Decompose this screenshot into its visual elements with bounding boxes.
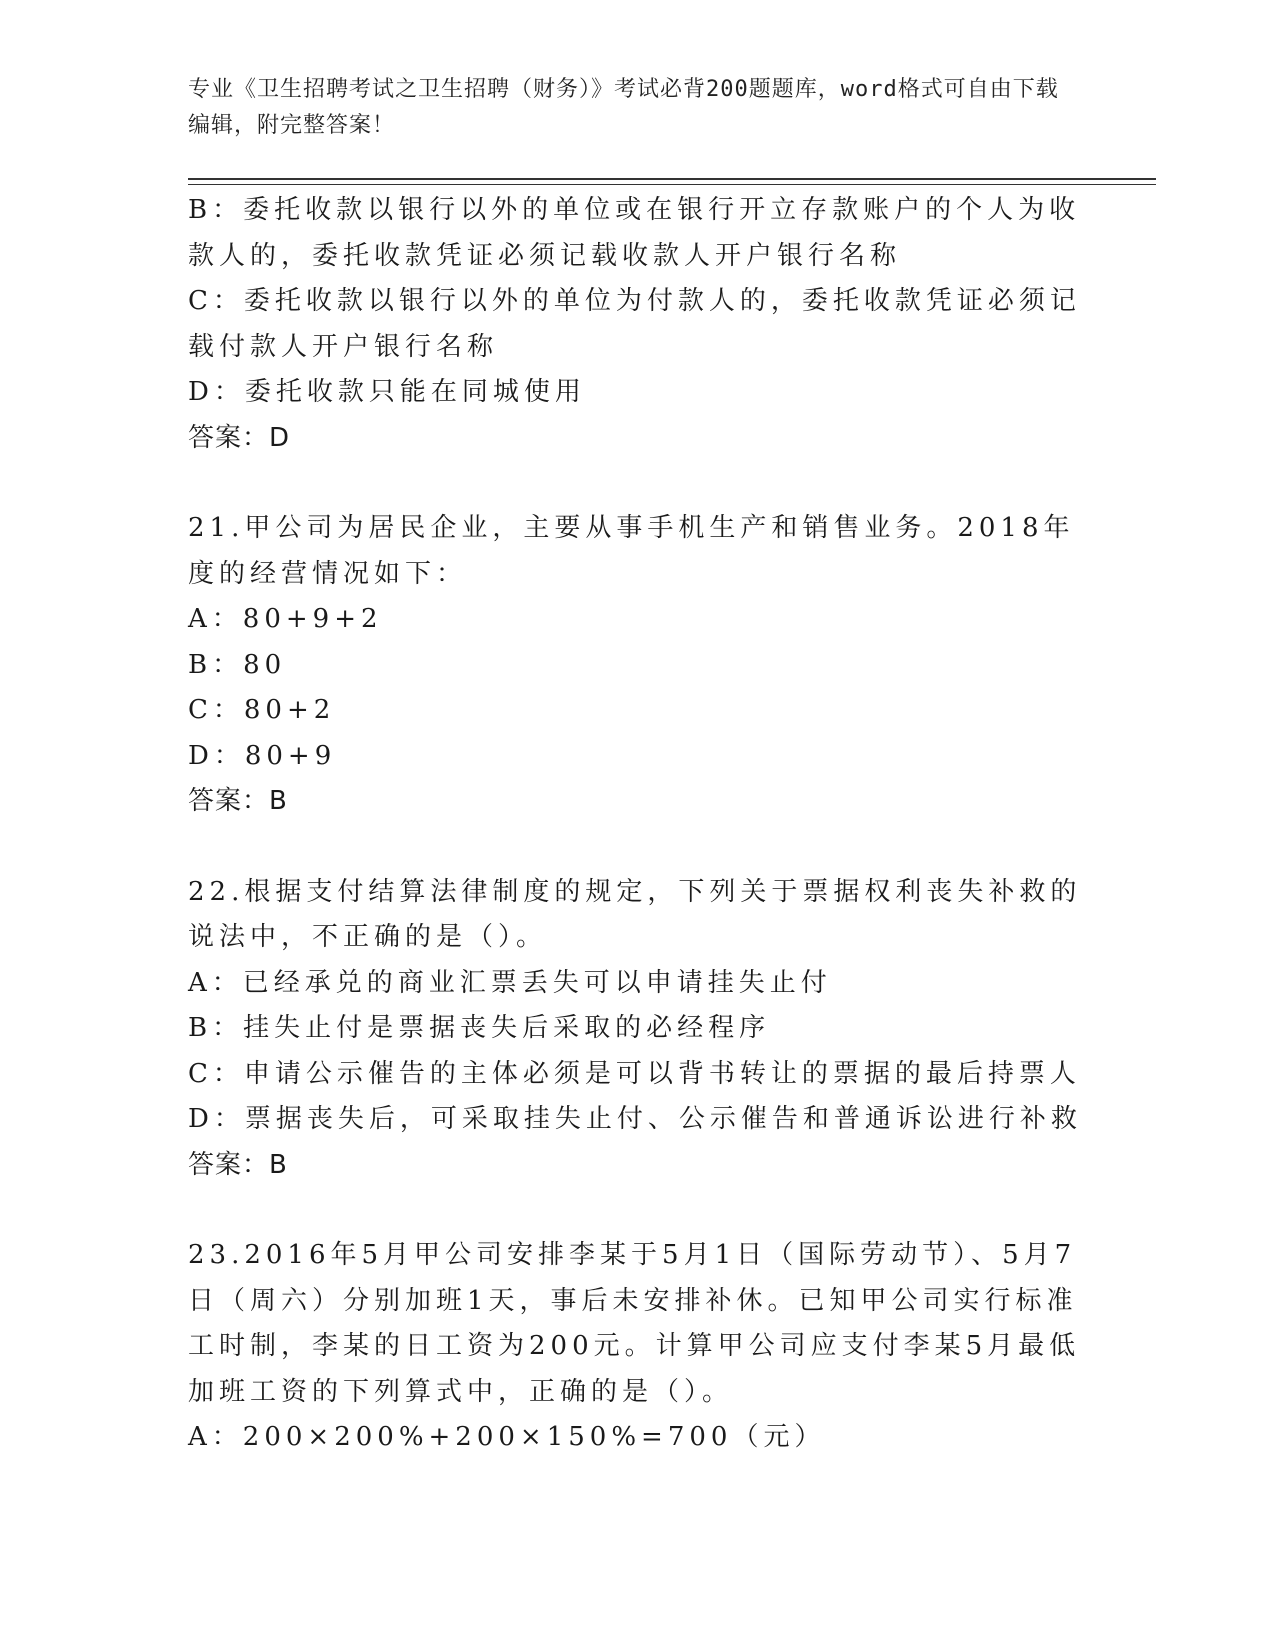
document-body [188, 188, 1088, 1461]
option-b: B：委托收款以银行以外的单位或在银行开立存款账户的个人为收款人的，委托收款凭证必须记载收款人开户银行名称 [188, 195, 1081, 271]
question-stem: 23.2016年5月甲公司安排李某于5月1日（国际劳动节）、5月7日（周六）分别加班1天，事后未安排补休。已知甲公司实行标准工时制，李某的日工资为200元。计算甲公司应支付李某5月最低加班工资的下列算式中，正确的是（）。 [188, 1240, 1081, 1407]
option-d: D：委托收款只能在同城使用 [188, 377, 586, 407]
option-a: A：200×200%+200×150%=700（元） [188, 1422, 826, 1452]
answer: 答案：D [188, 422, 291, 453]
document-header: 专业《卫生招聘考试之卫生招聘（财务）》考试必背200题题库，word格式可自由下载编辑，附完整答案！ [188, 77, 1059, 138]
answer: 答案：B [188, 786, 288, 816]
option-d: D：80+9 [188, 740, 337, 771]
answer: 答案：B [188, 1149, 288, 1180]
option-c: C：80+2 [188, 695, 336, 725]
header-rule-thin [188, 184, 1156, 185]
option-d: D：票据丧失后，可采取挂失止付、公示催告和普通诉讼进行补救 [188, 1104, 1082, 1134]
question-22 [188, 870, 1088, 1189]
option-c: C：申请公示催告的主体必须是可以背书转让的票据的最后持票人 [188, 1058, 1081, 1089]
question-21 [188, 506, 1088, 825]
header-rule-thick [188, 178, 1156, 180]
question-stem: 21.甲公司为居民企业，主要从事手机生产和销售业务。2018年度的经营情况如下： [188, 513, 1075, 589]
question-stem: 22.根据支付结算法律制度的规定，下列关于票据权利丧失补救的说法中，不正确的是（）。 [188, 876, 1082, 952]
option-b: B：挂失止付是票据丧失后采取的必经程序 [188, 1013, 771, 1043]
option-a: A：80+9+2 [188, 604, 383, 634]
option-b: B：80 [188, 649, 287, 680]
option-c: C：委托收款以银行以外的单位为付款人的，委托收款凭证必须记载付款人开户银行名称 [188, 286, 1081, 362]
question-20-tail [188, 188, 1088, 461]
option-a: A：已经承兑的商业汇票丢失可以申请挂失止付 [188, 967, 832, 998]
question-23 [188, 1233, 1088, 1461]
